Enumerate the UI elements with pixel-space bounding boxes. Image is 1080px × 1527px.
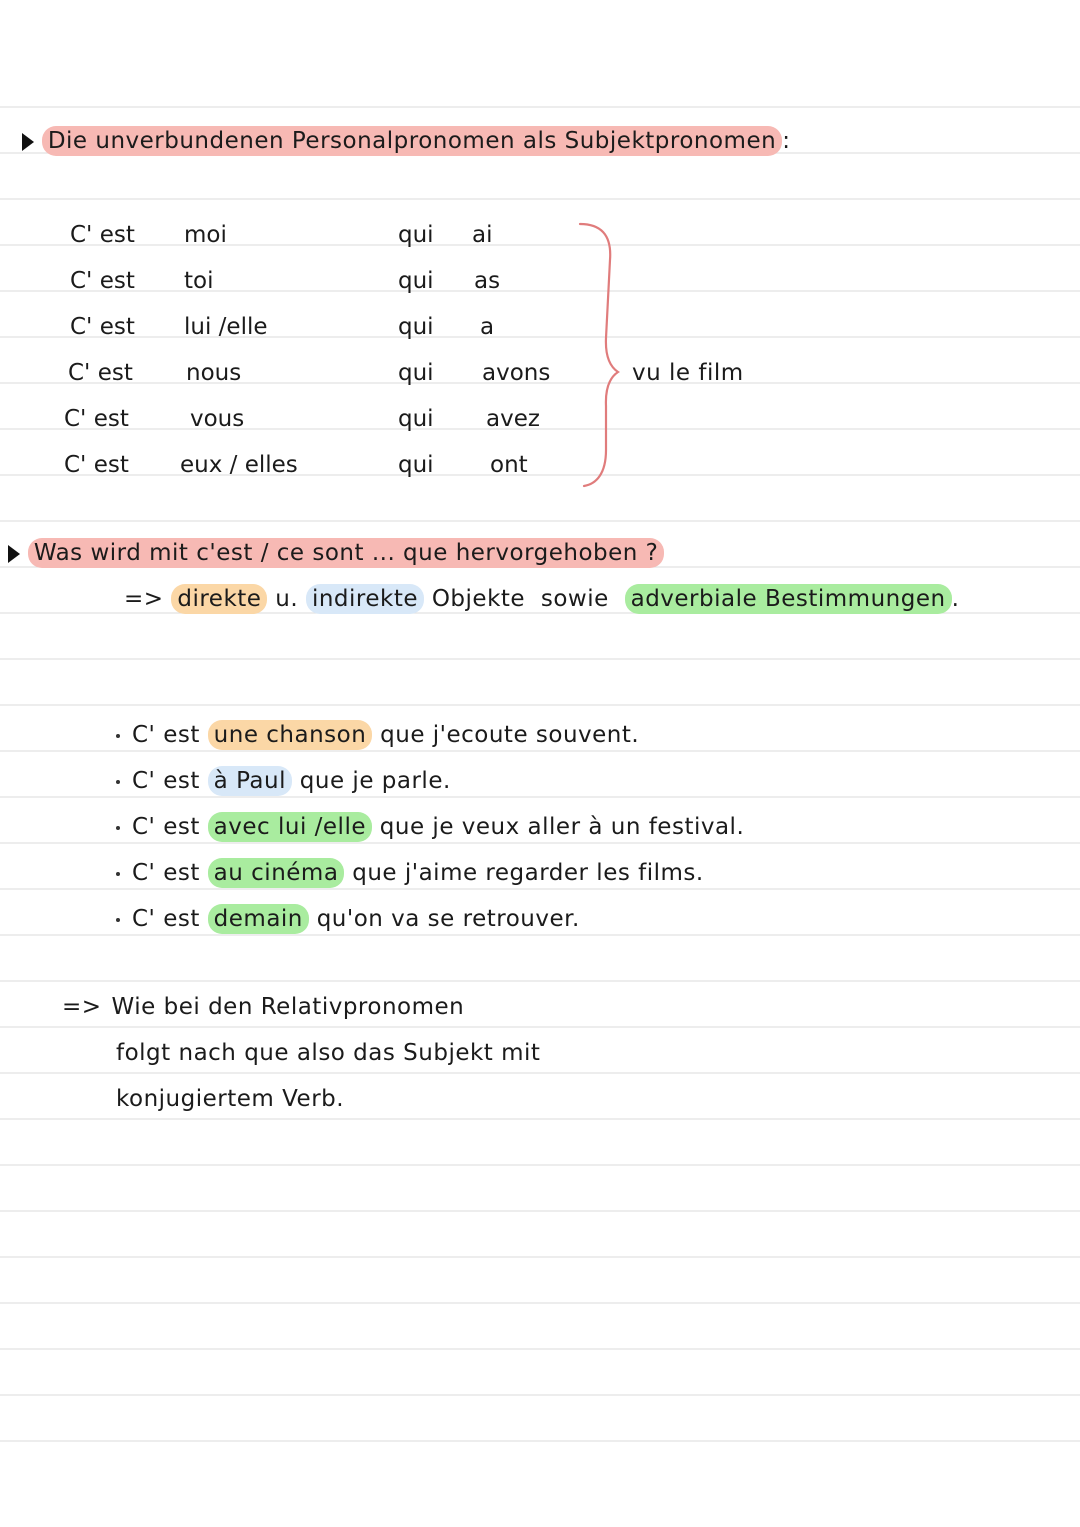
- u: u.: [275, 586, 299, 612]
- example-highlight: avec lui /elle: [208, 812, 372, 842]
- answer-line: [124, 586, 959, 612]
- triangle-bullet-icon: [22, 133, 34, 151]
- pronoun: lui /elle: [184, 314, 268, 340]
- cest-label: C' est: [70, 268, 135, 294]
- list-item: [116, 906, 580, 932]
- example-highlight: à Paul: [208, 766, 292, 796]
- qui: qui: [398, 360, 434, 386]
- sowie: sowie: [540, 586, 609, 612]
- brace-completion: vu le film: [632, 360, 744, 386]
- arrow: =>: [124, 586, 164, 612]
- pronoun: eux / elles: [180, 452, 298, 478]
- pronoun: nous: [186, 360, 242, 386]
- example-cest: C' est: [132, 768, 200, 794]
- qui: qui: [398, 406, 434, 432]
- verb: avez: [486, 406, 540, 432]
- verb: avons: [482, 360, 551, 386]
- example-rest: qu'on va se retrouver.: [316, 906, 580, 932]
- direkte-highlight: direkte: [171, 584, 267, 614]
- verb: ai: [472, 222, 493, 248]
- conclusion-text-1: Wie bei den Relativpronomen: [111, 994, 465, 1020]
- heading-2: [8, 540, 664, 566]
- dot-bullet-icon: [116, 780, 120, 784]
- example-highlight: une chanson: [208, 720, 373, 750]
- list-item: [116, 722, 639, 748]
- pronoun: moi: [184, 222, 227, 248]
- qui: qui: [398, 314, 434, 340]
- cest-label: C' est: [70, 222, 135, 248]
- example-rest: que je veux aller à un festival.: [379, 814, 745, 840]
- example-highlight: au cinéma: [208, 858, 345, 888]
- list-item: [116, 860, 704, 886]
- verb: ont: [490, 452, 528, 478]
- pronoun: vous: [190, 406, 245, 432]
- cest-label: C' est: [64, 406, 129, 432]
- example-cest: C' est: [132, 860, 200, 886]
- example-highlight: demain: [208, 904, 309, 934]
- example-cest: C' est: [132, 722, 200, 748]
- verb: a: [480, 314, 495, 340]
- cest-label: C' est: [70, 314, 135, 340]
- answer-dot: .: [951, 586, 960, 612]
- pronoun: toi: [184, 268, 214, 294]
- indirekte-highlight: indirekte: [306, 584, 424, 614]
- dot-bullet-icon: [116, 918, 120, 922]
- objekte: Objekte: [431, 586, 526, 612]
- heading-2-text: Was wird mit c'est / ce sont ... que hervorgehoben ?: [28, 538, 665, 568]
- example-cest: C' est: [132, 814, 200, 840]
- cest-label: C' est: [64, 452, 129, 478]
- qui: qui: [398, 222, 434, 248]
- conclusion-line-2: folgt nach que also das Subjekt mit: [116, 1040, 541, 1066]
- qui: qui: [398, 452, 434, 478]
- example-rest: que je parle.: [299, 768, 451, 794]
- cest-label: C' est: [68, 360, 133, 386]
- adverbiale-highlight: adverbiale Bestimmungen: [625, 584, 952, 614]
- list-item: [116, 814, 744, 840]
- dot-bullet-icon: [116, 872, 120, 876]
- triangle-bullet-icon: [8, 545, 20, 563]
- heading-1-text: Die unverbundenen Personalpronomen als Subjektpronomen: [42, 126, 782, 156]
- verb: as: [474, 268, 501, 294]
- arrow: =>: [62, 994, 102, 1020]
- conclusion-line-1: [62, 994, 464, 1020]
- heading-1-colon: :: [782, 128, 791, 154]
- dot-bullet-icon: [116, 826, 120, 830]
- example-rest: que j'ecoute souvent.: [380, 722, 640, 748]
- conjugation-table: [0, 222, 1080, 502]
- qui: qui: [398, 268, 434, 294]
- dot-bullet-icon: [116, 734, 120, 738]
- list-item: [116, 768, 451, 794]
- example-rest: que j'aime regarder les films.: [352, 860, 704, 886]
- conclusion-line-3: konjugiertem Verb.: [116, 1086, 345, 1112]
- example-cest: C' est: [132, 906, 200, 932]
- heading-1: [22, 128, 790, 154]
